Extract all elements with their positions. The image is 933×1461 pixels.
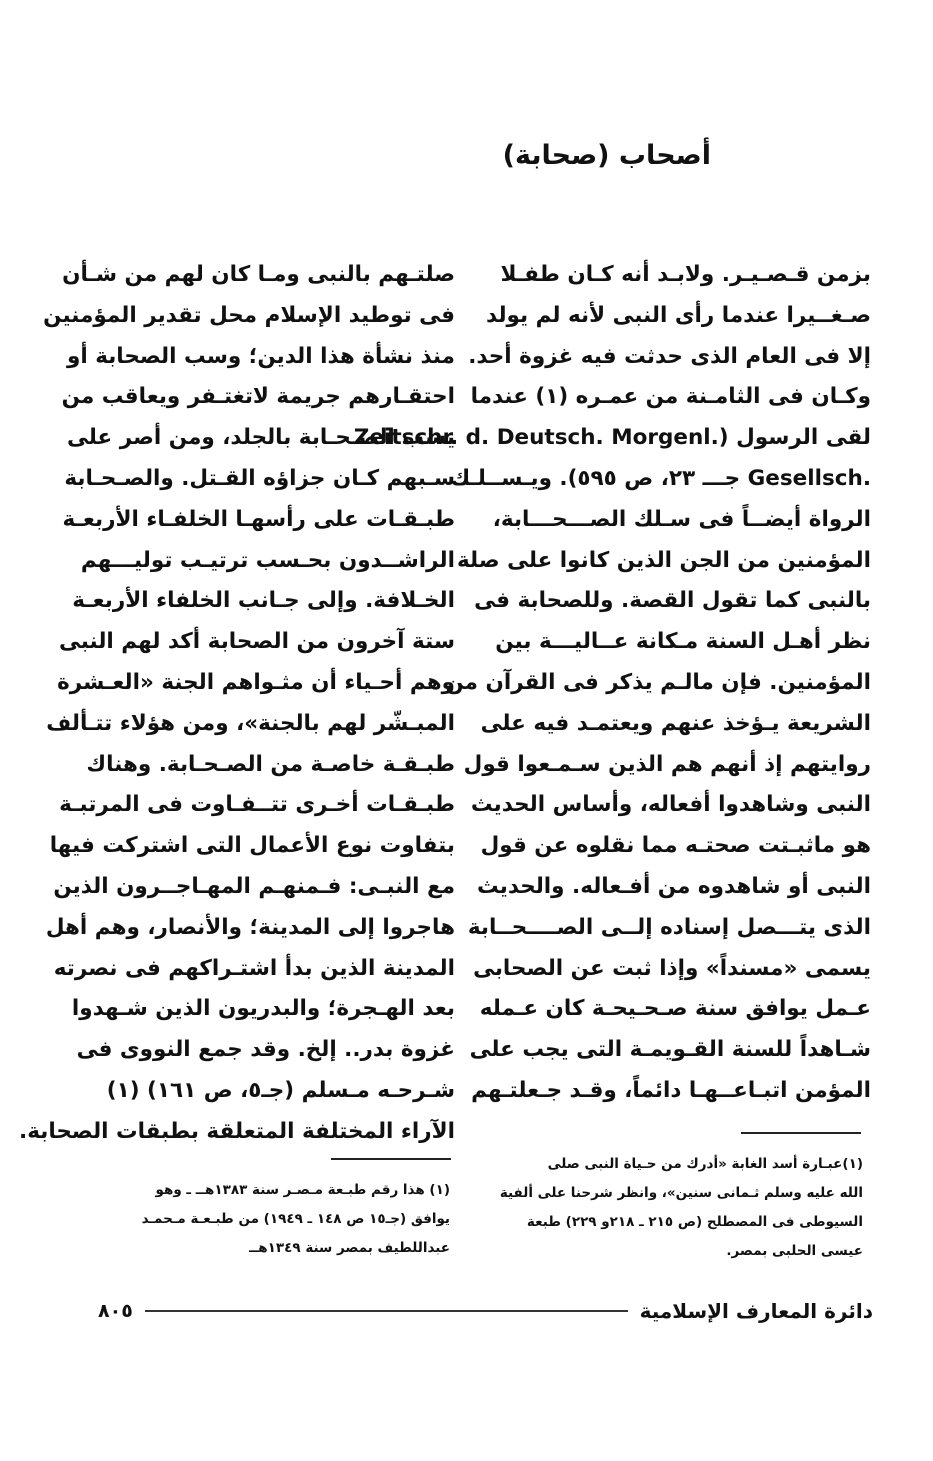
text-line: طبـقـات أخـرى تتــفـاوت فى المرتبـة (59, 792, 455, 818)
text-line: احتقـارهم جريمة لاتغتـفر ويعاقب من (61, 384, 455, 410)
footnote-line: (١)عبـارة أسد الغابة «أدرك من حـياة النبى صلى (547, 1156, 863, 1172)
footer-title: دائرة المعارف الإسلامية (639, 1299, 873, 1323)
text-line: المؤمنين من الجن الذين كانوا على صلة (457, 547, 871, 573)
text-line: بعد الهـجرة؛ والبدريون الذين شـهدوا (71, 996, 455, 1022)
text-line: المؤمنين. فإن مالـم يذكر فى القرآن من (445, 669, 871, 695)
text-line: عـمل يوافق سنة صـحـيحـة كان عـمله (479, 996, 871, 1022)
text-line: روايتهم إذ أنهم هم الذين سـمـعوا قول (463, 751, 871, 777)
text-line: هو ماثبـتت صحتـه مما نقلوه عن قول (480, 833, 871, 859)
text-line: شـاهداً للسنة القـويمـة التى يجب على (469, 1037, 871, 1063)
text-line: الراشــدون بحـسب ترتيـب توليـــهم (80, 547, 455, 573)
text-line: الخـلافة. وإلى جـانب الخلفاء الأربعـة (72, 588, 455, 614)
text-line: مع النبـى: فـمنهـم المهـاجــرون الذين (53, 873, 455, 899)
footnote-line: السيوطى فى المصطلح (ص ٢١٥ ـ ٢١٨و ٢٢٩) طبعة (526, 1214, 863, 1230)
text-line: بتفاوت نوع الأعمال التى اشتركت فيها (49, 833, 455, 859)
text-line: ستة آخرون من الصحابة أكد لهم النبى (59, 629, 455, 655)
text-line: طبـقـات على رأسهـا الخلفـاء الأربعـة (62, 506, 455, 532)
text-line: هاجروا إلى المدينة؛ والأنصار، وهم أهل (45, 914, 455, 940)
text-line: يسب الصـحـابة بالجلد، ومن أصر على (67, 425, 455, 451)
text-line: المدينة الذين بدأ اشتـراكهم فى نصرته (53, 955, 455, 981)
text-line: النبى وشاهدوا أفعاله، وأساس الحديث (470, 792, 871, 818)
text-line: صلتـهم بالنبى ومـا كان لهم من شـأن (62, 262, 455, 287)
footnote-line: الله عليه وسلم ثـمانى سنين»، وانظر شرحنا على ألفية (499, 1185, 863, 1201)
text-line: وكـان فى الثامـنة من عمـره (١) عندما (470, 384, 871, 410)
text-line: الشريعة يـؤخذ عنهم ويعتمـد فيه على (480, 710, 871, 736)
text-line: لقى الرسول (.Zeitschr. d. Deutsch. Morgenl (353, 425, 871, 451)
footnote-line: عبداللطيف بمصر سنة ١٣٤٩هــ (249, 1240, 450, 1256)
text-line: الذى يتـــصل إسناده إلــى الصــــحــابة (467, 914, 871, 940)
text-line: شـرحـه مـسلم (جـ٥، ص ١٦١) (١) (106, 1077, 455, 1103)
footer-rule (145, 1310, 628, 1312)
body-column-right (353, 255, 871, 1112)
text-line: المبـشّر لهم بالجنة»، ومن هؤلاء تتـألف (46, 710, 455, 736)
text-line: غزوة بدر.. إلخ. وقد جمع النووى فى (76, 1037, 455, 1063)
text-line: .Gesellsch جـــ ٢٣، ص ٥٩٥). ويـســلـك (450, 465, 871, 491)
footnote-rule-right (741, 1132, 861, 1134)
text-line: وهم أحـياء أن مثـواهم الجنة «العـشرة (57, 669, 455, 695)
text-line: يسمى «مسنداً» وإذا ثبت عن الصحابى (473, 955, 871, 981)
footnote-right (499, 1150, 863, 1266)
text-line: بزمن قـصـيـر. ولابـد أنه كـان طفـلا (500, 262, 871, 287)
footnote-left (90, 1176, 450, 1263)
text-line: صـغــيرا عندما رأى النبى لأنه لم يولد (486, 302, 871, 328)
text-line: نظر أهـل السنة مـكانة عــاليـــة بين (495, 629, 871, 655)
text-line: فى توطيد الإسلام محل تقدير المؤمنين (43, 302, 455, 328)
page-number: ٨٠٥ (98, 1300, 133, 1322)
text-line: المؤمن اتبـاعــهـا دائماً، وقـد جـعلتـهم (471, 1077, 871, 1103)
body-column-left (19, 255, 455, 1153)
text-line: الرواة أيضــاً فى سـلك الصـــحـــابة، (492, 506, 871, 532)
text-line: بالنبى كما تقول القصة. وللصحابة فى (474, 588, 871, 614)
footnote-rule-left (331, 1158, 451, 1160)
text-line: منذ نشأة هذا الدين؛ وسب الصحابة أو (66, 343, 455, 369)
text-line: سـبهم كـان جزاؤه القـتل. والصـحـابة (64, 465, 455, 491)
running-head-title: أصحاب (صحابة) (502, 140, 711, 171)
text-line: طبـقـة خاصـة من الصـحـابة. وهناك (86, 751, 455, 777)
text-line: النبى أو شاهدوه من أفـعاله. والحديث (476, 873, 871, 899)
footnote-line: (١) هذا رقم طبـعة مـصـر سنة ١٣٨٣هــ ـ وهو (155, 1182, 450, 1198)
text-line: الآراء المختلفة المتعلقة بطبقات الصحابة. (19, 1118, 455, 1144)
text-line: إلا فى العام الذى حدثت فيه غزوة أحد. (468, 343, 871, 369)
page-footer (98, 1296, 873, 1326)
footnote-line: عيسى الحلبى بمصر. (726, 1243, 863, 1259)
footnote-line: يوافق (جـ١٥ ص ١٤٨ ـ ١٩٤٩) من طبـعـة مـحمـد (141, 1211, 450, 1227)
